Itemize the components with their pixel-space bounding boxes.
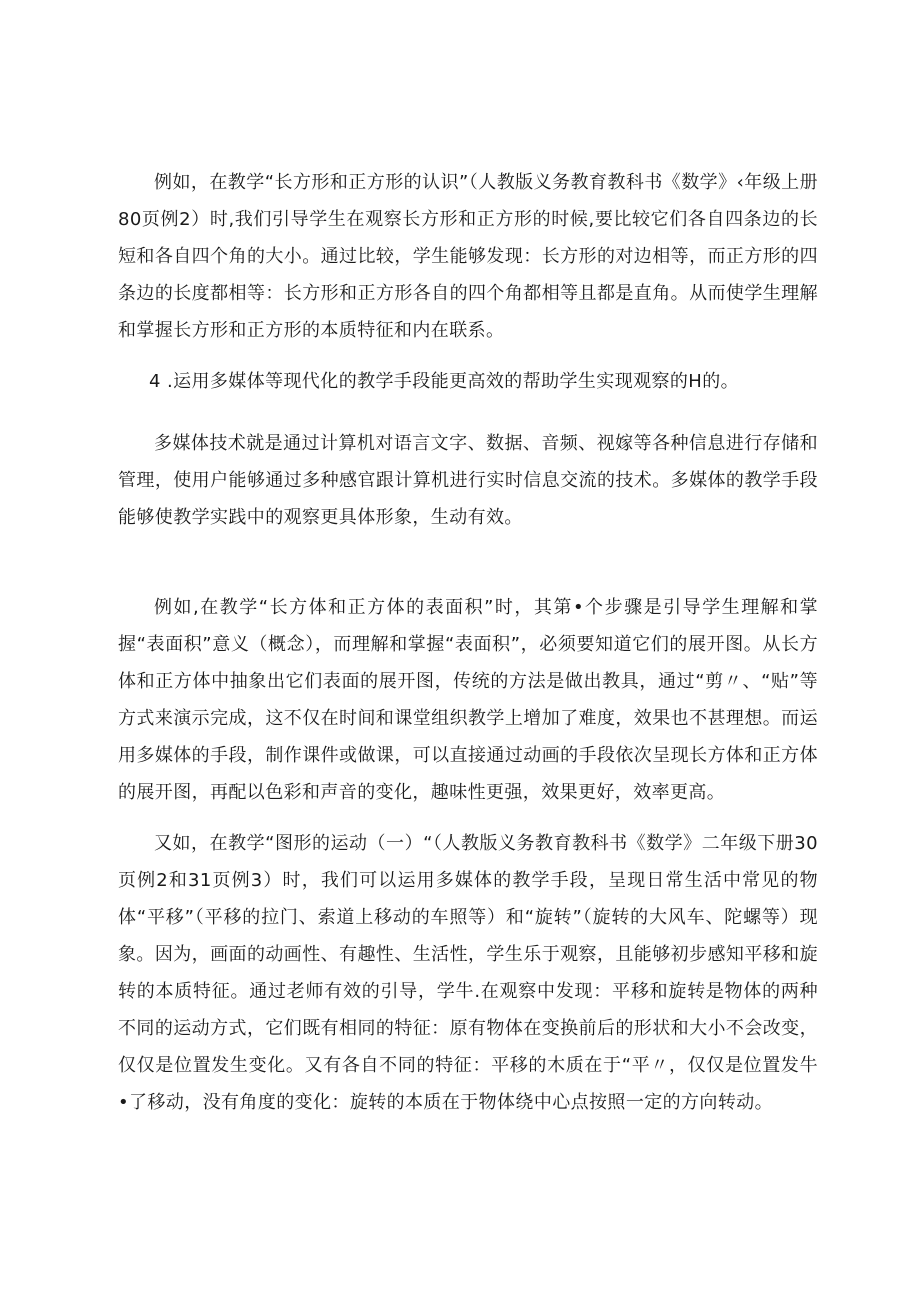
paragraph-surface-area-example: 例如,在教学“长方体和正方体的表面积”时，其第•个步骤是引导学生理解和掌握“表面积”意义（概念），而理解和掌握“表面积”，必须要知道它们的展开图。从长方体和正方体中抽象出它们表面的展开图，传统的方法是做出教具，通过“剪〃、“贴”等方式来演示完成，这不仅在时间和课堂组织教学上增加了难度，效果也不甚理想。而运用多媒体的手段，制作课件或做课，可以直接通过动画的手段依次呈现长方体和正方体的展开图，再配以色彩和声音的变化，趣味性更强，效果更好，效率更高。 — [118, 597, 818, 803]
paragraph-rectangle-square-example: 例如，在教学“长方形和正方形的认识”（人教版义务教育教科书《数学》‹年级上册80页例2）时,我们引导学生在观察长方形和正方形的时候,要比较它们各自四条边的长短和各自四个角的大小。通过比较，学生能够发现：长方形的对边相等，而正方形的四条边的长度都相等：长方形和正方形各自的四个角都相等且都是直角。从而使学生理解和掌握长方形和正方形的本质特征和内在联系。 — [118, 172, 818, 341]
paragraph-translation-rotation-example: 又如，在教学“图形的运动（一）“（人教版义务教育教科书《数学》二年级下册30页例2和31页例3）时，我们可以运用多媒体的教学手段，呈现日常生活中常见的物体“平移”（平移的拉门、索道上移动的车照等）和“旋转”（旋转的大风车、陀螺等）现象。因为，画面的动画性、有趣性、生活性，学生乐于观察，且能够初步感知平移和旋转的本质特征。通过老师有效的引导，学牛.在观察中发现：平移和旋转是物体的两种不同的运动方式，它们既有相同的特征：原有物体在变换前后的形状和大小不会改变，仅仅是位置发生变化。又有各自不同的特征：平移的木质在于“平〃，仅仅是位置发牛•了移动，没有角度的变化：旋转的本质在于物体绕中心点按照一定的方向转动。 — [118, 833, 818, 1113]
paragraph-multimedia-definition: 多媒体技术就是通过计算机对语言文字、数据、音频、视嫁等各种信息进行存储和管理，使用户能够通过多种感官跟计算机进行实时信息交流的技术。多媒体的教学手段能够使教学实践中的观察更具体形象，生动有效。 — [118, 433, 818, 528]
section-heading-multimedia: 4 .运用多媒体等现代化的教学手段能更高效的帮助学生实现观察的H的。 — [149, 371, 740, 392]
